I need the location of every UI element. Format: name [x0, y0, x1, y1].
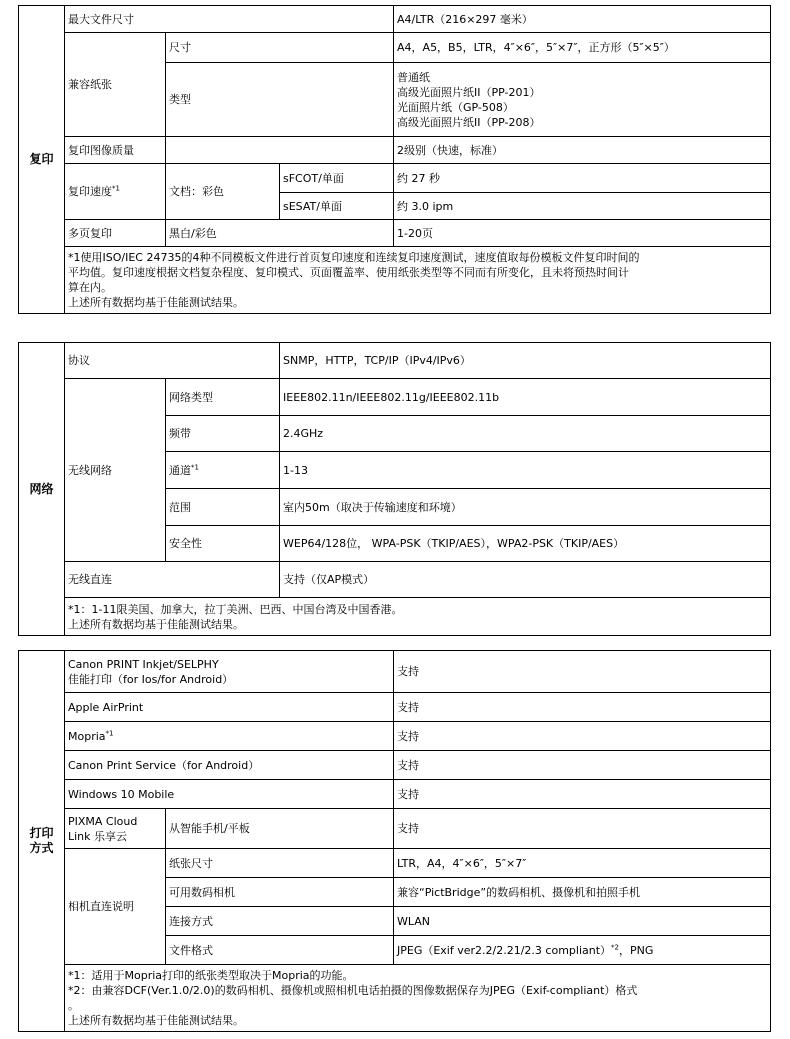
print-section-line: 方式: [29, 841, 54, 855]
paper-type-item: 高级光面照片纸II（PP-201）: [397, 85, 541, 99]
sfcot-label: sFCOT/单面: [280, 164, 394, 193]
copy-spec-table: [18, 5, 771, 314]
network-type-value: IEEE802.11n/IEEE802.11g/IEEE802.11b: [280, 379, 771, 416]
win10-label: Windows 10 Mobile: [65, 780, 394, 809]
channel-footnote-ref: *1: [191, 462, 199, 471]
camera-cam-value: 兼容“PictBridge”的数码相机、摄像机和拍照手机: [394, 878, 771, 907]
camera-paper-value: LTR，A4，4″×6″，5″×7″: [394, 849, 771, 878]
cloud-label-line: Link 乐享云: [68, 829, 128, 843]
footnote-line: 上述所有数据均基于佳能测试结果。: [68, 617, 244, 631]
sfcot-value: 约 27 秒: [394, 164, 771, 193]
mopria-label: [65, 722, 394, 751]
fmt-footnote-ref: *2: [611, 942, 620, 951]
copy-section-label: 复印: [19, 6, 65, 314]
canon-print-label-line: 佳能打印（for Ios/for Android）: [68, 672, 234, 686]
range-value: 室内50m（取决于传输速度和环境）: [280, 489, 771, 526]
paper-type-values: [394, 63, 771, 137]
footnote-line: 算在内。: [68, 281, 112, 294]
max-size-value: A4/LTR（216×297 毫米）: [394, 6, 771, 33]
footnote-line: *1：适用于Mopria打印的纸张类型取决于Mopria的功能。: [68, 969, 354, 982]
paper-size-label: 尺寸: [166, 33, 394, 63]
footnote-line: *1：1-11限美国、加拿大，拉丁美洲、巴西、中国台湾及中国香港。: [68, 602, 403, 616]
airprint-value: 支持: [394, 693, 771, 722]
cloud-label-line: PIXMA Cloud: [68, 814, 138, 828]
cloud-label: [65, 809, 166, 849]
canon-print-label: [65, 651, 394, 693]
security-label: 安全性: [166, 526, 280, 562]
multi-label: 多页复印: [65, 220, 166, 247]
footnote-line: 上述所有数据均基于佳能测试结果。: [68, 1014, 244, 1027]
paper-type-item: 普通纸: [397, 70, 431, 84]
protocol-value: SNMP，HTTP，TCP/IP（IPv4/IPv6）: [280, 343, 771, 379]
max-size-label: 最大文件尺寸: [65, 6, 394, 33]
range-label: 范围: [166, 489, 280, 526]
camera-fmt-label: 文件格式: [166, 936, 394, 965]
canon-print-label-line: Canon PRINT Inkjet/SELPHY: [68, 657, 219, 671]
direct-value: 支持（仅AP模式）: [280, 562, 771, 598]
network-footnotes: [65, 598, 771, 636]
channel-value: 1-13: [280, 452, 771, 489]
protocol-label: 协议: [65, 343, 280, 379]
airprint-label: Apple AirPrint: [65, 693, 394, 722]
paper-type-item: 光面照片纸（GP-508）: [397, 100, 514, 114]
quality-empty: [166, 137, 394, 164]
canon-service-label: Canon Print Service（for Android）: [65, 751, 394, 780]
print-spec-table: [18, 650, 771, 1032]
wireless-label: 无线网络: [65, 379, 166, 562]
camera-paper-label: 纸张尺寸: [166, 849, 394, 878]
footnote-line: 。: [68, 999, 79, 1012]
fmt-value-b: ，PNG: [619, 943, 654, 957]
mopria-value: 支持: [394, 722, 771, 751]
multi-value: 1-20页: [394, 220, 771, 247]
footnote-line: *2：由兼容DCF(Ver.1.0/2.0)的数码相机、摄像机或照相机电话拍摄的图像数据保存为JPEG（Exif-compliant）格式: [68, 984, 638, 997]
security-value: WEP64/128位， WPA-PSK（TKIP/AES），WPA2-PSK（TKIP/AES）: [280, 526, 771, 562]
speed-label-text: 复印速度: [68, 185, 112, 198]
print-footnotes: [65, 965, 771, 1032]
camera-fmt-value: [394, 936, 771, 965]
speed-doc-label: 文档：彩色: [166, 164, 280, 220]
sesat-label: sESAT/单面: [280, 193, 394, 220]
mopria-footnote-ref: *1: [105, 728, 114, 737]
cloud-value: 支持: [394, 809, 771, 849]
channel-label-text: 通道: [169, 463, 191, 477]
speed-label: [65, 164, 166, 220]
fmt-value-a: JPEG（Exif ver2.2/2.21/2.3 compliant）: [397, 943, 612, 957]
footnote-line: 上述所有数据均基于佳能测试结果。: [68, 296, 244, 309]
network-section-label: 网络: [19, 343, 65, 636]
paper-type-item: 高级光面照片纸II（PP-208）: [397, 115, 541, 129]
canon-print-value: 支持: [394, 651, 771, 693]
camera-conn-value: WLAN: [394, 907, 771, 936]
canon-service-value: 支持: [394, 751, 771, 780]
paper-size-value: A4，A5，B5，LTR，4″×6″，5″×7″，正方形（5″×5″）: [394, 33, 771, 63]
network-spec-table: [18, 342, 771, 636]
paper-type-label: 类型: [166, 63, 394, 137]
direct-label: 无线直连: [65, 562, 280, 598]
camera-cam-label: 可用数码相机: [166, 878, 394, 907]
network-type-label: 网络类型: [166, 379, 280, 416]
footnote-line: *1使用ISO/IEC 24735的4种不同模板文件进行首页复印速度和连续复印速度测试，速度值取每份模板文件复印时间的: [68, 251, 640, 264]
quality-label: 复印图像质量: [65, 137, 166, 164]
camera-conn-label: 连接方式: [166, 907, 394, 936]
camera-label: 相机直连说明: [65, 849, 166, 965]
sesat-value: 约 3.0 ipm: [394, 193, 771, 220]
copy-footnotes: [65, 247, 771, 314]
band-value: 2.4GHz: [280, 416, 771, 452]
print-section-line: 打印: [29, 826, 54, 840]
paper-label: 兼容纸张: [65, 33, 166, 137]
multi-mode: 黑白/彩色: [166, 220, 394, 247]
speed-footnote-ref: *1: [112, 184, 120, 193]
quality-value: 2级别（快速，标准）: [394, 137, 771, 164]
cloud-sub: 从智能手机/平板: [166, 809, 394, 849]
win10-value: 支持: [394, 780, 771, 809]
footnote-line: 平均值。复印速度根据文档复杂程度、复印模式、页面覆盖率、使用纸张类型等不同而有所变化，且未将预热时间计: [68, 266, 629, 279]
mopria-label-text: Mopria: [68, 729, 106, 743]
channel-label: [166, 452, 280, 489]
print-section-label: [19, 651, 65, 1032]
band-label: 频带: [166, 416, 280, 452]
